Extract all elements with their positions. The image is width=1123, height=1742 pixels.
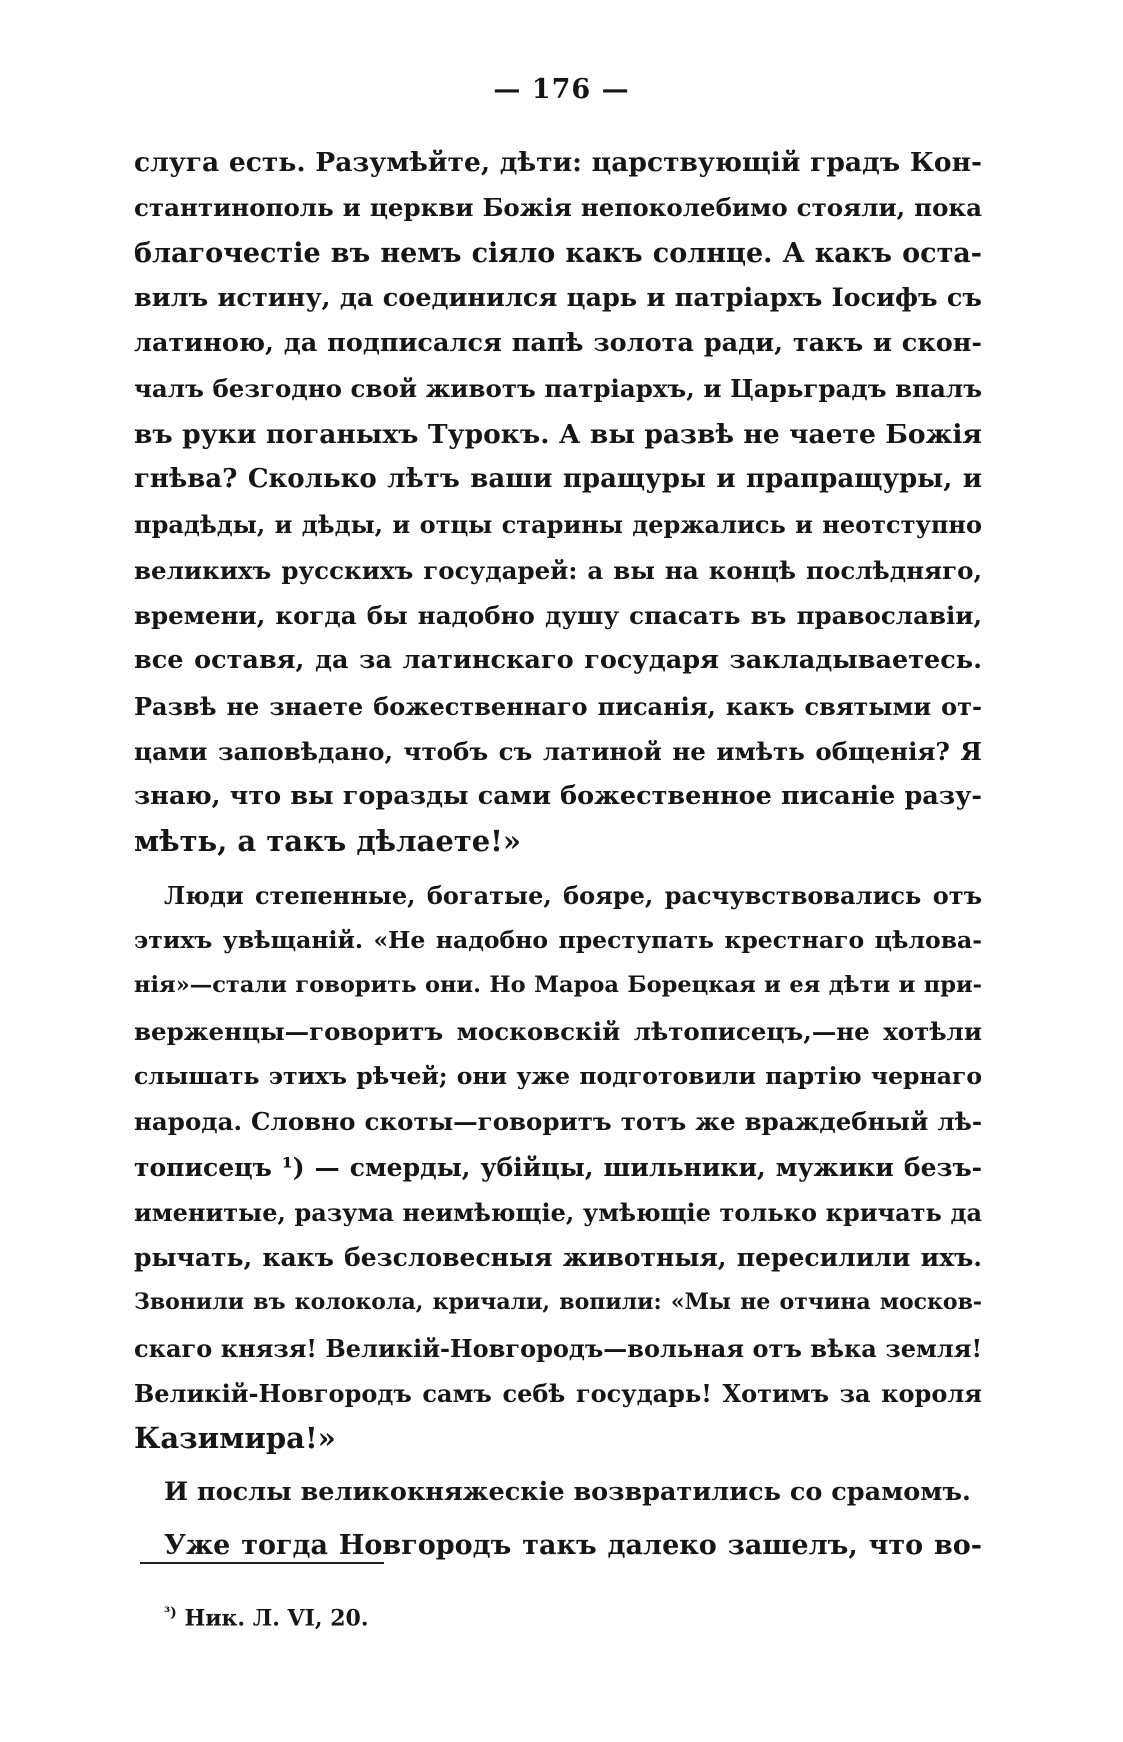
text-line: латиною, да подписался папѣ золота ради, такъ и скон- xyxy=(134,328,982,359)
text-line: все оставя, да за латинскаго государя закладываетесь. xyxy=(134,645,982,676)
text-line: этихъ увѣщаній. «Не надобно преступать крестнаго цѣлова- xyxy=(134,926,982,955)
footnote-marker: ³) xyxy=(164,1605,177,1621)
text-line: И послы великокняжескіе возвратились со срамомъ. xyxy=(164,1476,971,1507)
text-line: Звонили въ колокола, кричали, вопили: «Мы не отчина москов- xyxy=(134,1289,982,1316)
text-line: благочестіе въ немъ сіяло какъ солнце. А какъ оста- xyxy=(134,237,982,269)
text-line: слуга есть. Разумѣйте, дѣти: царствующій градъ Кон- xyxy=(134,147,982,178)
footnote xyxy=(164,1598,368,1633)
text-line: стантинополь и церкви Божія непоколебимо стояли, пока xyxy=(134,193,982,223)
text-line: чалъ безгодно свой животъ патріархъ, и Царьградъ впалъ xyxy=(134,374,982,404)
text-line: великихъ русскихъ государей: а вы на концѣ послѣдняго, xyxy=(134,555,982,585)
text-line: цами заповѣдано, чтобъ съ латиной не имѣть общенія? Я xyxy=(134,736,982,766)
text-line: скаго князя! Великій-Новгородъ—вольная отъ вѣка земля! xyxy=(134,1333,982,1363)
text-line: прадѣды, и дѣды, и отцы старины держались и неотступно xyxy=(134,510,982,540)
text-line: Люди степенные, богатые, бояре, расчувствовались отъ xyxy=(164,880,982,910)
text-line: Развѣ не знаете божественнаго писанія, какъ святыми от- xyxy=(134,691,982,721)
text-line: слышать этихъ рѣчей; они уже подготовили партію чернаго xyxy=(134,1061,982,1090)
text-line: нія»—стали говорить они. Но Мароа Борецкая и ея дѣти и при- xyxy=(134,972,982,999)
text-line: тописецъ ¹) — смерды, убійцы, шильники, мужики безъ- xyxy=(134,1152,982,1182)
text-line: Уже тогда Новгородъ такъ далеко зашелъ, что во- xyxy=(164,1529,982,1561)
text-line: рычать, какъ безсловесныя животныя, пересилили ихъ. xyxy=(134,1243,982,1273)
text-line: Казимира!» xyxy=(134,1421,336,1456)
text-line: въ руки поганыхъ Турокъ. А вы развѣ не чаете Божія xyxy=(134,418,982,450)
page-number: — 176 — xyxy=(493,74,630,105)
text-line: народа. Словно скоты—говоритъ тотъ же враждебный лѣ- xyxy=(134,1107,982,1137)
footnote-text: Ник. Л. VI, 20. xyxy=(184,1605,369,1632)
text-line: именитые, разума неимѣющіе, умѣющіе только кричать да xyxy=(134,1197,982,1227)
text-line: мѣть, а такъ дѣлаете!» xyxy=(134,824,522,859)
text-line: знаю, что вы горазды сами божественное писаніе разу- xyxy=(134,781,982,812)
text-line: Великій-Новгородъ самъ себѣ государь! Хотимъ за короля xyxy=(134,1379,982,1409)
footnote-divider xyxy=(140,1562,384,1564)
text-line: вилъ истину, да соединился царь и патріархъ Іосифъ съ xyxy=(134,282,982,313)
text-line: гнѣва? Сколько лѣтъ ваши пращуры и прапращуры, и xyxy=(134,464,982,495)
text-line: верженцы—говоритъ московскій лѣтописецъ,—не хотѣли xyxy=(134,1016,982,1046)
text-line: времени, когда бы надобно душу спасать въ православіи, xyxy=(134,600,982,630)
body-text xyxy=(134,140,982,1568)
